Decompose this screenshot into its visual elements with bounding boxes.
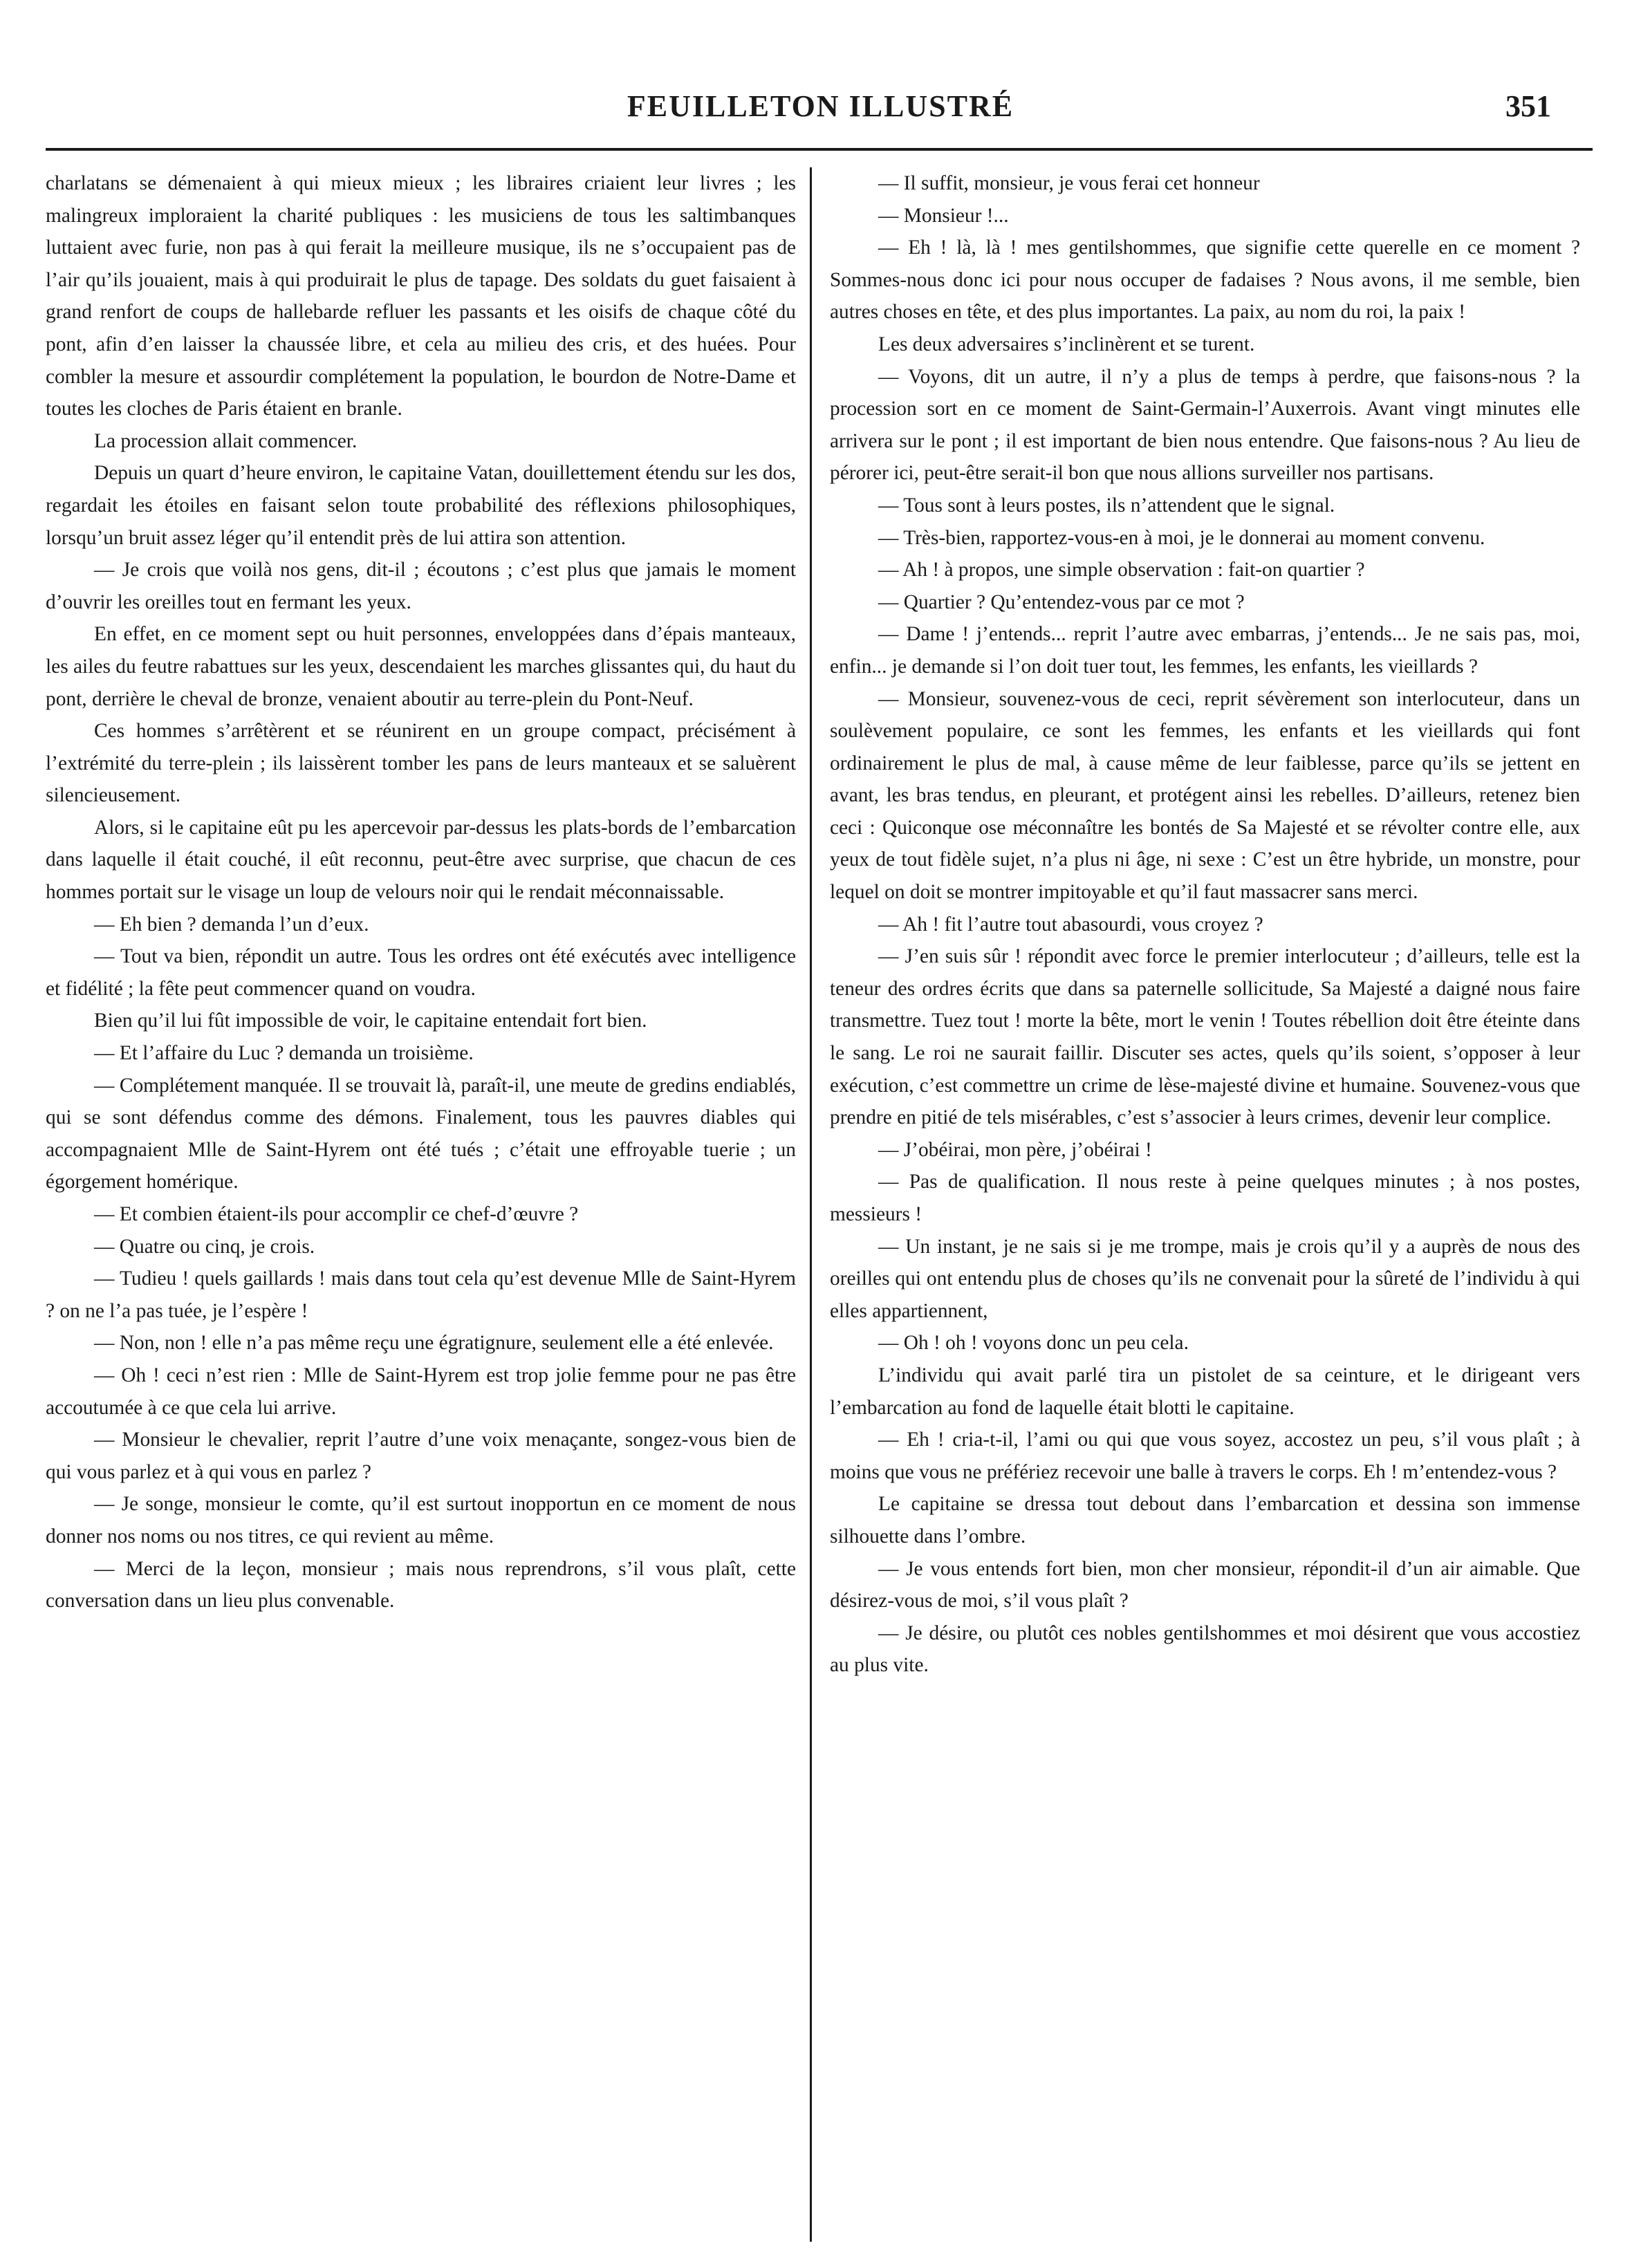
- paragraph: — Très-bien, rapportez-vous-en à moi, je le donnerai au moment convenu.: [878, 526, 1485, 549]
- header-rule: [46, 148, 1593, 151]
- paragraph: — J’obéirai, mon père, j’obéirai !: [878, 1138, 1152, 1161]
- paragraph: — Eh bien ? demanda l’un d’eux.: [94, 913, 369, 936]
- paragraph: — Et combien étaient-ils pour accomplir ce chef-d’œuvre ?: [94, 1203, 579, 1225]
- paragraph: — Ah ! fit l’autre tout abasourdi, vous croyez ?: [878, 913, 1263, 936]
- paragraph: — J’en suis sûr ! répondit avec force le premier interlocuteur ; d’ailleurs, telle est la teneur des ordres écrits que dans sa paternelle sollicitude, Sa Majesté a daigné nous faire transmettre. Tuez tout ! morte la bête, mort le venin ! Toutes rébellion doit être éteinte dans le sang. Le roi ne saurait faillir. Discuter ses actes, quels qu’ils soient, s’opposer à leur exécution, c’est commettre un crime de lèse-majesté divine et humaine. Souvenez-vous que prendre en pitié de tels misérables, c’est s’associer à leurs crimes, devenir leur complice.: [830, 945, 1580, 1129]
- paragraph: Alors, si le capitaine eût pu les apercevoir par-dessus les plats-bords de l’embarcation dans laquelle il était couché, il eût reconnu, peut-être avec surprise, que chacun de ces hommes portait sur le visage un loup de velours noir qui le rendait méconnaissable.: [46, 816, 796, 904]
- paragraph: — Monsieur le chevalier, reprit l’autre d’une voix menaçante, songez-vous bien de qui vous parlez et à qui vous en parlez ?: [46, 1429, 796, 1483]
- paragraph: Ces hommes s’arrêtèrent et se réunirent en un groupe compact, précisément à l’extrémité du terre-plein ; ils laissèrent tomber les pans de leurs manteaux et se saluèrent silencieusement.: [46, 720, 796, 807]
- page-number: 351: [1505, 89, 1551, 123]
- paragraph: — Complétement manquée. Il se trouvait là, paraît-il, une meute de gredins endiablés, qui se sont défendus comme des démons. Finalement, tous les pauvres diables qui accompagnaient Mlle de Saint-Hyrem ont été tués ; c’était une effroyable tuerie ; un égorgement homérique.: [46, 1074, 796, 1193]
- paragraph: — Quatre ou cinq, je crois.: [94, 1235, 315, 1258]
- paragraph: — Un instant, je ne sais si je me trompe, mais je crois qu’il y a auprès de nous des oreilles qui ont entendu plus de choses qu’ils ne convenait pour la sûreté de l’individu à qui elles appartiennent,: [830, 1235, 1580, 1322]
- left-column: [46, 167, 796, 1617]
- paragraph: — Pas de qualification. Il nous reste à peine quelques minutes ; à nos postes, messieurs !: [830, 1171, 1580, 1225]
- paragraph: — Je vous entends fort bien, mon cher monsieur, répondit-il d’un air aimable. Que désirez-vous de moi, s’il vous plaît ?: [830, 1557, 1580, 1612]
- paragraph: — Je désire, ou plutôt ces nobles gentilshommes et moi désirent que vous accostiez au plus vite.: [830, 1621, 1580, 1677]
- paragraph: — Non, non ! elle n’a pas même reçu une égratignure, seulement elle a été enlevée.: [94, 1332, 774, 1355]
- paragraph: — Et l’affaire du Luc ? demanda un troisième.: [94, 1042, 474, 1065]
- paragraph: — Tudieu ! quels gaillards ! mais dans tout cela qu’est devenue Mlle de Saint-Hyrem ? on ne l’a pas tuée, je l’espère !: [46, 1267, 796, 1322]
- paragraph: — Monsieur !...: [878, 204, 1009, 227]
- paragraph: — Tout va bien, répondit un autre. Tous les ordres ont été exécutés avec intelligence et fidélité ; la fête peut commencer quand on voudra.: [46, 945, 796, 1000]
- paragraph: L’individu qui avait parlé tira un pistolet de sa ceinture, et le dirigeant vers l’embarcation au fond de laquelle était blotti le capitaine.: [830, 1364, 1580, 1419]
- paragraph: — Dame ! j’entends... reprit l’autre avec embarras, j’entends... Je ne sais pas, moi, enfin... je demande si l’on doit tuer tout, les femmes, les enfants, les vieillards ?: [830, 623, 1580, 678]
- paragraph: — Il suffit, monsieur, je vous ferai cet honneur: [878, 172, 1260, 194]
- paragraph: — Eh ! cria-t-il, l’ami ou qui que vous soyez, accostez un peu, s’il vous plaît ; à moins que vous ne préfériez recevoir une balle à travers le corps. Eh ! m’entendez-vous ?: [830, 1429, 1580, 1483]
- paragraph: La procession allait commencer.: [94, 429, 358, 452]
- column-divider: [810, 167, 812, 2242]
- paragraph: — Eh ! là, là ! mes gentilshommes, que signifie cette querelle en ce moment ? Sommes-nous donc ici pour nous occuper de fadaises ? Nous avons, il me semble, bien autres choses en tête, et des plus importantes. La paix, au nom du roi, la paix !: [830, 236, 1580, 324]
- right-column: [830, 167, 1580, 1682]
- paragraph: — Je songe, monsieur le comte, qu’il est surtout inopportun en ce moment de nous donner nos noms ou nos titres, ce qui revient au même.: [46, 1493, 796, 1547]
- paragraph: — Oh ! ceci n’est rien : Mlle de Saint-Hyrem est trop jolie femme pour ne pas être accoutumée à ce que cela lui arrive.: [46, 1364, 796, 1419]
- paragraph: Le capitaine se dressa tout debout dans l’embarcation et dessina son immense silhouette dans l’ombre.: [830, 1493, 1580, 1547]
- paragraph: En effet, en ce moment sept ou huit personnes, enveloppées dans d’épais manteaux, les ailes du feutre rabattues sur les yeux, descendaient les marches glissantes qui, du haut du pont, derrière le cheval de bronze, venaient aboutir au terre-plein du Pont-Neuf.: [46, 623, 796, 710]
- paragraph: — Je crois que voilà nos gens, dit-il ; écoutons ; c’est plus que jamais le moment d’ouvrir les oreilles tout en fermant les yeux.: [46, 559, 796, 613]
- paragraph: — Quartier ? Qu’entendez-vous par ce mot ?: [878, 591, 1245, 613]
- paragraph: — Ah ! à propos, une simple observation : fait-on quartier ?: [878, 559, 1365, 582]
- paragraph: — Monsieur, souvenez-vous de ceci, reprit sévèrement son interlocuteur, dans un soulèvement populaire, ce sont les femmes, les enfants et les vieillards qui font ordinairement le plus de mal, à cause même de leur faiblesse, parce qu’ils se jettent en avant, les bras tendus, en pleurant, et protégent ainsi les rebelles. D’ailleurs, retenez bien ceci : Quiconque ose méconnaître les bontés de Sa Majesté et se révolter contre elle, aux yeux de tout fidèle sujet, n’a plus ni âge, ni sexe : C’est un être hybride, un monstre, pour lequel on doit se montrer impitoyable et qu’il faut massacrer sans merci.: [830, 687, 1580, 904]
- paragraph: Bien qu’il lui fût impossible de voir, le capitaine entendait fort bien.: [94, 1010, 647, 1032]
- paragraph: — Merci de la leçon, monsieur ; mais nous reprendrons, s’il vous plaît, cette conversation dans un lieu plus convenable.: [46, 1557, 796, 1612]
- running-header-title: FEUILLETON ILLUSTRÉ: [627, 89, 1014, 123]
- paragraph: — Tous sont à leurs postes, ils n’attendent que le signal.: [878, 494, 1335, 517]
- paragraph: Depuis un quart d’heure environ, le capitaine Vatan, douillettement étendu sur les dos, regardait les étoiles en faisant selon toute probabilité des réflexions philosophiques, lorsqu’un bruit assez léger qu’il entendit près de lui attira son attention.: [46, 462, 796, 549]
- paragraph: — Oh ! oh ! voyons donc un peu cela.: [878, 1332, 1189, 1355]
- paragraph: — Voyons, dit un autre, il n’y a plus de temps à perdre, que faisons-nous ? la procession sort en ce moment de Saint-Germain-l’Auxerrois. Avant vingt minutes elle arrivera sur le pont ; il est important de bien nous entendre. Que faisons-nous ? Au lieu de pérorer ici, peut-être serait-il bon que nous allions surveiller nos partisans.: [830, 365, 1580, 485]
- paragraph: Les deux adversaires s’inclinèrent et se turent.: [878, 333, 1255, 355]
- paragraph: charlatans se démenaient à qui mieux mieux ; les libraires criaient leur livres ; les malingreux imploraient la charité publiques : les musiciens de tous les saltimbanques luttaient avec furie, non pas à qui ferait la meilleure musique, ils ne s’occupaient pas de l’air qu’ils jouaient, mais à qui produirait le plus de tapage. Des soldats du guet faisaient à grand renfort de coups de hallebarde refluer les passants et les oisifs de chaque côté du pont, afin d’en laisser la chaussée libre, et cela au milieu des cris, et des huées. Pour combler la mesure et assourdir complétement la population, le bourdon de Notre-Dame et toutes les cloches de Paris étaient en branle.: [46, 172, 796, 420]
